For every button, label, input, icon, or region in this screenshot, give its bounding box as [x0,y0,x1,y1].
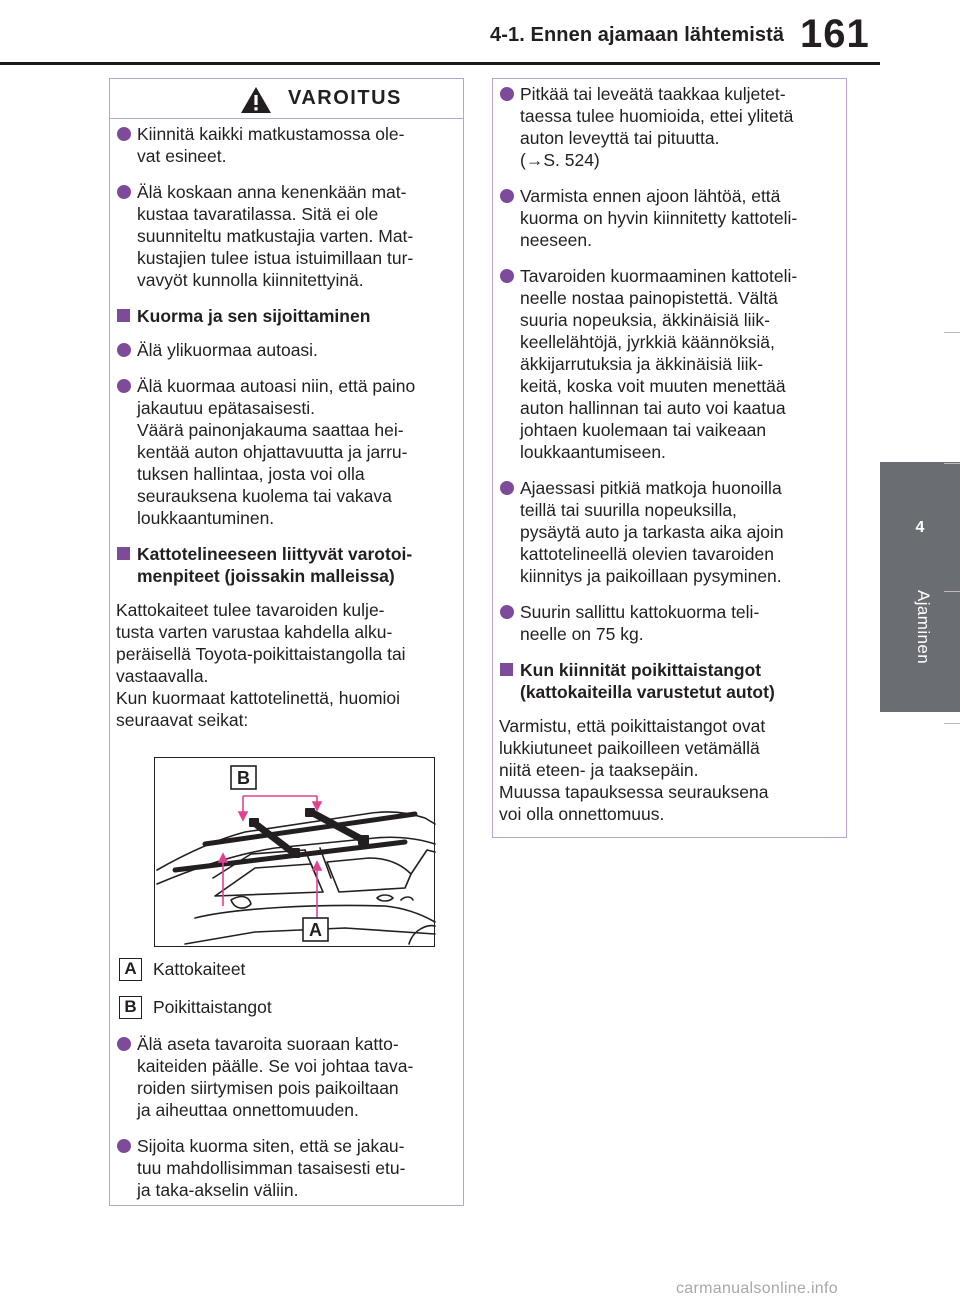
bullet-item: Varmista ennen ajoon lähtöä, että kuorma on hyvin kiinnitetty kattoteli- neeseen. [499,185,842,251]
bullet-item: Älä ylikuormaa autoasi. [116,339,459,361]
bullet-dot [500,481,514,495]
page-header [0,0,960,72]
legend-key: B [119,996,142,1019]
chapter-number: 4 [915,519,925,536]
chapter-tab [880,462,960,712]
bullet-dot [500,87,514,101]
bullet-dot [500,605,514,619]
edge-mark [944,332,960,333]
chapter-name: Ajaminen [914,590,933,665]
warning-content-right [499,83,842,839]
bullet-item: Sijoita kuorma siten, että se jakau- tuu mahdollisimman tasaisesti etu- ja taka-akselin väliin. [116,1135,459,1201]
bullet-item: Tavaroiden kuormaaminen kattoteli- neelle nostaa painopistettä. Vältä suuria nopeuksia, äkkinäisiä liik- keellelähtöjä, jyrkkiä käännöksiä, äkkijarrutuksia ja äkkinäisiä liik- keitä, koska voit muuten menettää auton hallinnan tai auto voi kaatua johtaen kuolemaan tai vaikeaan loukkaantumiseen. [499,265,842,463]
legend-key: A [119,958,142,981]
edge-mark [944,723,960,724]
bullet-dot [500,189,514,203]
legend-row-a [116,957,459,981]
warning-header [110,79,463,119]
heading-square [117,547,130,560]
bullet-dot [117,343,131,357]
watermark: carmanualsonline.info [676,1280,838,1297]
page-number: 161 [800,12,870,56]
bullet-item: Pitkää tai leveätä taakkaa kuljetet- taessa tulee huomioida, ettei ylitetä auton leveyttä tai pituutta. (→S. 524) [499,83,842,171]
roof-rack-paragraph: Kattokaiteet tulee tavaroiden kulje- tusta varten varustaa kahdella alku- peräisellä Toyota-poikittaistangolla tai vastaavalla. Kun kuormaat kattotelinettä, huomioi seuraavat seikat: [116,600,406,730]
bullet-dot [117,185,131,199]
roof-rack-figure [154,757,435,947]
section-title: 4-1. Ennen ajamaan lähtemistä [490,24,785,46]
bullet-item: Älä koskaan anna kenenkään mat- kustaa tavaratilassa. Sitä ei ole suunniteltu matkustajia varten. Mat- kustajien tulee istua istuimillaan tur- vavyöt kunnolla kiinnitettyinä. [116,181,459,291]
figure-label-b: B [237,768,250,788]
warning-triangle-icon [240,86,272,114]
edge-mark [944,463,960,464]
cross-bars-paragraph: Varmistu, että poikittaistangot ovat lukkiutuneet paikoilleen vetämällä niitä eteen- ja taaksepäin. Muussa tapauksessa seurauksena voi olla onnettomuus. [499,716,769,824]
subheading-roof-rack: Kattotelineeseen liittyvät varotoi- menpiteet (joissakin malleissa) [116,543,459,587]
bullet-dot [117,127,131,141]
bullet-dot [117,379,131,393]
car-roof-rack-illustration [155,758,436,948]
bullet-dot [117,1037,131,1051]
warning-box-right [492,78,847,838]
bullet-item: Ajaessasi pitkiä matkoja huonoilla teillä tai suurilla nopeuksilla, pysäytä auto ja tarkasta aika ajoin kattotelineellä olevien tavaroiden kiinnitys ja paikoillaan pysyminen. [499,477,842,587]
legend-text: Poikittaistangot [153,997,272,1017]
legend-text: Kattokaiteet [153,959,246,979]
bullet-item: Älä kuormaa autoasi niin, että paino jakautuu epätasaisesti. Väärä painonjakauma saattaa hei- kentää auton ohjattavuutta ja jarru- tuksen hallintaa, josta voi olla seurauksena kuolema tai vakava loukkaantuminen. [116,375,459,529]
figure-label-a: A [309,920,322,940]
subheading-cross-bars: Kun kiinnität poikittaistangot (kattokaiteilla varustetut autot) [499,659,842,703]
heading-square [117,309,130,322]
bullet-dot [117,1139,131,1153]
heading-square [500,663,513,676]
edge-mark [944,591,960,592]
bullet-item: Kiinnitä kaikki matkustamossa ole- vat esineet. [116,123,459,167]
warning-content-left [116,123,459,1215]
bullet-item: Suurin sallittu kattokuorma teli- neelle on 75 kg. [499,601,842,645]
subheading-load-placement: Kuorma ja sen sijoittaminen [116,305,459,327]
header-rule [0,62,880,65]
warning-box-left [109,78,464,1206]
bullet-item: Älä aseta tavaroita suoraan katto- kaiteiden päälle. Se voi johtaa tava- roiden siirtymisen pois paikoiltaan ja aiheuttaa onnettomuuden. [116,1033,459,1121]
legend-row-b [116,995,459,1019]
page-reference[interactable]: (→S. 524) [520,150,600,170]
bullet-dot [500,269,514,283]
warning-title: VAROITUS [288,87,402,109]
